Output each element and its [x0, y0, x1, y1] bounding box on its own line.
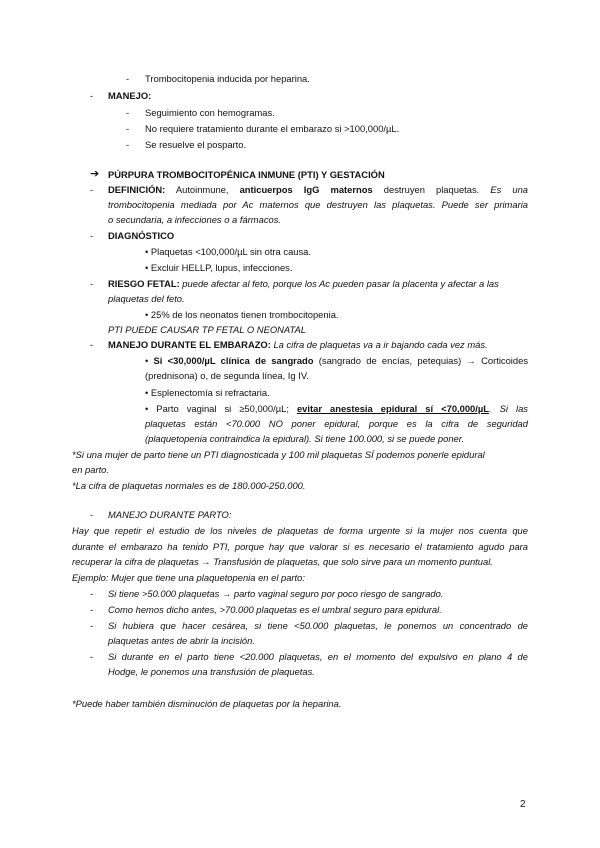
paragraph-line: durante el embarazo ha tenido PTI, porque hay que valorar si es necesario el tratamiento agudo para [72, 541, 528, 552]
definition-line [108, 183, 528, 196]
italic-text: . Si las [489, 403, 528, 414]
list-item-cont: plaquetas están <70.000 NO poner epidural, porque es la cifra de seguridad [145, 418, 528, 429]
section-heading: MANEJO DURANTE PARTO: [108, 509, 232, 520]
list-item: Si durante en el parto tiene <20.000 plaquetas, en el momento del expulsivo en plano 4 de [108, 651, 528, 662]
list-item-cont: Hodge, le ponemos una transfusión de plaquetas. [108, 666, 315, 677]
list-item: • Esplenectomía si refractaria. [145, 387, 270, 398]
list-item [145, 354, 528, 367]
text: • Parto vaginal si ≥50,000/µL; [145, 403, 297, 414]
definition-line: trombocitopenia mediada por Ac maternos que destruyen las plaquetas. Puede ser primaria [108, 199, 528, 210]
dash: - [126, 123, 130, 134]
list-item: • 25% de los neonatos tienen trombocitopenia. [145, 309, 339, 320]
italic-text: puede afectar al feto, porque los Ac pueden pasar la placenta y afectar a las [179, 278, 499, 289]
bold-text: anticuerpos IgG maternos [239, 184, 373, 195]
diagnostico-label: DIAGNÓSTICO [108, 230, 175, 241]
bullet: • [145, 355, 154, 366]
underlined-text: evitar anestesia epidural sí <70,000/µL [296, 403, 490, 414]
dash: - [90, 604, 94, 615]
page-number: 2 [520, 799, 526, 810]
section-heading: MANEJO: [108, 90, 152, 101]
dash: - [90, 588, 94, 599]
text: (sangrado de encías, petequias) → Corticoides [313, 355, 529, 366]
text: Autoinmune, [165, 184, 240, 195]
dash: - [126, 73, 130, 84]
riesgo-line [108, 277, 499, 290]
list-item: Trombocitopenia inducida por heparina. [145, 73, 310, 84]
definition-line: o secundaria, a infecciones o a fármacos. [108, 214, 282, 225]
paragraph-line: recuperar la cifra de plaquetas → Transfusión de plaquetas, que solo sirve para un momento puntual. [72, 556, 493, 567]
final-note: *Puede haber también disminución de plaquetas por la heparina. [72, 698, 342, 709]
list-item: Si hubiera que hacer cesárea, si tiene <50.000 plaquetas, le ponemos un concentrado de [108, 620, 528, 631]
text: destruyen plaquetas. [372, 184, 491, 195]
dash: - [90, 620, 94, 631]
definition-label: DEFINICIÓN: [108, 184, 166, 195]
riesgo-line: plaquetas del feto. [108, 293, 185, 304]
list-item-cont: (prednisona) o, de segunda línea, Ig IV. [145, 370, 309, 381]
note: *Si una mujer de parto tiene un PTI diagnosticada y 100 mil plaquetas SÍ podemos ponerle epidural [72, 449, 485, 460]
note: en parto. [72, 464, 110, 475]
dash: - [90, 90, 94, 101]
italic-text: La cifra de plaquetas va a ir bajando cada vez más. [270, 339, 488, 350]
riesgo-label: RIESGO FETAL: [108, 278, 180, 289]
dash: - [90, 339, 94, 350]
dash: - [126, 107, 130, 118]
section-title: PÚRPURA TROMBOCITOPÉNICA INMUNE (PTI) Y GESTACIÓN [108, 169, 385, 180]
arrow-icon: ➔ [90, 168, 100, 180]
bold-text: Si <30,000/µL clínica de sangrado [153, 355, 314, 366]
italic-text: Es una [490, 184, 528, 195]
note: *La cifra de plaquetas normales es de 180.000-250.000. [72, 480, 306, 491]
list-item: Se resuelve el posparto. [145, 139, 247, 150]
manejo-embarazo-label: MANEJO DURANTE EL EMBARAZO: [108, 339, 271, 350]
paragraph-line: Ejemplo: Mujer que tiene una plaquetopenia en el parto: [72, 572, 305, 583]
pti-note: PTI PUEDE CAUSAR TP FETAL O NEONATAL [108, 324, 306, 335]
list-item [145, 402, 528, 415]
list-item: • Excluir HELLP, lupus, infecciones. [145, 262, 293, 273]
list-item: Como hemos dicho antes, >70.000 plaquetas es el umbral seguro para epidural. [108, 604, 442, 615]
dash: - [90, 509, 94, 520]
list-item-cont: (plaquetopenia contraindica la epidural). Si tiene 100.000, si se puede poner. [145, 433, 465, 444]
paragraph-line: Hay que repetir el estudio de los niveles de plaquetas de forma urgente si la mujer nos cuenta que [72, 525, 528, 536]
dash: - [90, 184, 94, 195]
list-item: Si tiene >50.000 plaquetas → parto vaginal seguro por poco riesgo de sangrado. [108, 588, 444, 599]
dash: - [126, 139, 130, 150]
list-item: Seguimiento con hemogramas. [145, 107, 275, 118]
list-item-cont: plaquetas antes de abrir la incisión. [108, 635, 255, 646]
manejo-embarazo-line [108, 338, 488, 351]
dash: - [90, 230, 94, 241]
list-item: • Plaquetas <100,000/µL sin otra causa. [145, 246, 311, 257]
dash: - [90, 651, 94, 662]
list-item: No requiere tratamiento durante el embarazo si >100,000/µL. [145, 123, 400, 134]
dash: - [90, 278, 94, 289]
